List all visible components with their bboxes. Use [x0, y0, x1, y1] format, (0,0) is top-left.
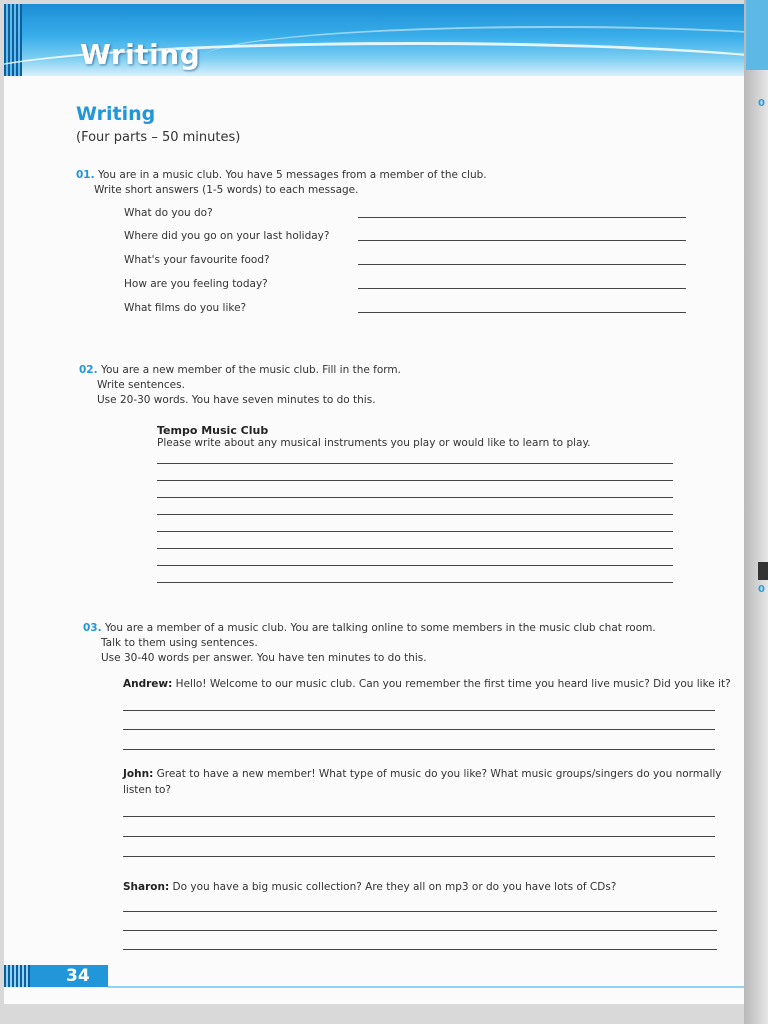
writing-line[interactable] — [123, 816, 715, 817]
task-number: 01. — [76, 169, 95, 181]
writing-line[interactable] — [157, 514, 673, 515]
next-page-edge — [744, 0, 768, 1024]
question-row — [124, 278, 686, 298]
chat-text: Great to have a new member! What type of music do you like? What music groups/singers do you normally listen to? — [123, 768, 722, 796]
task-instruction: Talk to them using sentences. — [101, 637, 258, 649]
writing-line[interactable] — [157, 531, 673, 532]
question-row — [124, 230, 686, 250]
writing-line[interactable] — [123, 930, 717, 931]
writing-line[interactable] — [123, 836, 715, 837]
chat-text: Do you have a big music collection? Are they all on mp3 or do you have lots of CDs? — [172, 881, 617, 893]
chat-speaker: Sharon: — [123, 881, 170, 893]
answer-line[interactable] — [358, 264, 686, 265]
task-instruction: Write sentences. — [97, 379, 185, 391]
writing-line[interactable] — [157, 480, 673, 481]
question-row — [124, 207, 686, 227]
answer-line[interactable] — [358, 288, 686, 289]
chat-message-john — [123, 766, 727, 798]
form-title: Tempo Music Club — [157, 424, 269, 437]
writing-line[interactable] — [157, 565, 673, 566]
task-instruction: You are a member of a music club. You are talking online to some members in the music club chat room. — [104, 622, 656, 634]
task-instruction: Use 20-30 words. You have seven minutes to do this. — [97, 394, 376, 406]
writing-line[interactable] — [157, 582, 673, 583]
chat-speaker: Andrew: — [123, 678, 173, 690]
footer-rule — [108, 986, 744, 988]
section-title: Writing — [76, 103, 156, 125]
writing-line[interactable] — [123, 729, 715, 730]
chat-speaker: John: — [123, 768, 154, 780]
question-row — [124, 302, 686, 322]
banner-title: Writing — [80, 38, 201, 71]
task-instruction: You are in a music club. You have 5 messages from a member of the club. — [97, 169, 487, 181]
writing-line[interactable] — [157, 548, 673, 549]
task-number: 02. — [79, 364, 98, 376]
chat-text: Hello! Welcome to our music club. Can you remember the first time you heard live music? Did you like it? — [175, 678, 731, 690]
chat-message-sharon — [123, 879, 733, 895]
next-page-mark — [758, 562, 768, 580]
task-3-instructions — [83, 621, 656, 666]
page-number-bar — [4, 965, 108, 987]
question-row — [124, 254, 686, 274]
question-text: What films do you like? — [124, 302, 247, 314]
question-text: Where did you go on your last holiday? — [124, 230, 330, 242]
workbook-page — [4, 4, 744, 1004]
next-page-number-fragment: 0 — [758, 98, 765, 109]
section-subtitle: (Four parts – 50 minutes) — [76, 130, 241, 145]
answer-line[interactable] — [358, 217, 686, 218]
task-instruction: Write short answers (1-5 words) to each message. — [94, 184, 359, 196]
task-instruction: You are a new member of the music club. Fill in the form. — [100, 364, 401, 376]
task-1-instructions — [76, 168, 487, 198]
writing-line[interactable] — [157, 463, 673, 464]
answer-line[interactable] — [358, 240, 686, 241]
writing-line[interactable] — [123, 749, 715, 750]
chat-message-andrew — [123, 676, 733, 692]
banner-wave — [204, 26, 744, 76]
answer-line[interactable] — [358, 312, 686, 313]
question-text: How are you feeling today? — [124, 278, 268, 290]
writing-line[interactable] — [123, 856, 715, 857]
next-page-number-fragment: 0 — [758, 584, 765, 595]
writing-line[interactable] — [157, 497, 673, 498]
next-page-banner-edge — [746, 0, 768, 70]
writing-line[interactable] — [123, 949, 717, 950]
task-instruction: Use 30-40 words per answer. You have ten minutes to do this. — [101, 652, 427, 664]
header-banner — [4, 4, 744, 76]
question-text: What's your favourite food? — [124, 254, 270, 266]
question-text: What do you do? — [124, 207, 213, 219]
footer-stripes — [4, 965, 30, 987]
task-2-instructions — [79, 363, 401, 408]
writing-line[interactable] — [123, 911, 717, 912]
page-number: 34 — [66, 966, 90, 986]
task-number: 03. — [83, 622, 102, 634]
form-prompt: Please write about any musical instruments you play or would like to learn to play. — [157, 437, 591, 449]
writing-line[interactable] — [123, 710, 715, 711]
